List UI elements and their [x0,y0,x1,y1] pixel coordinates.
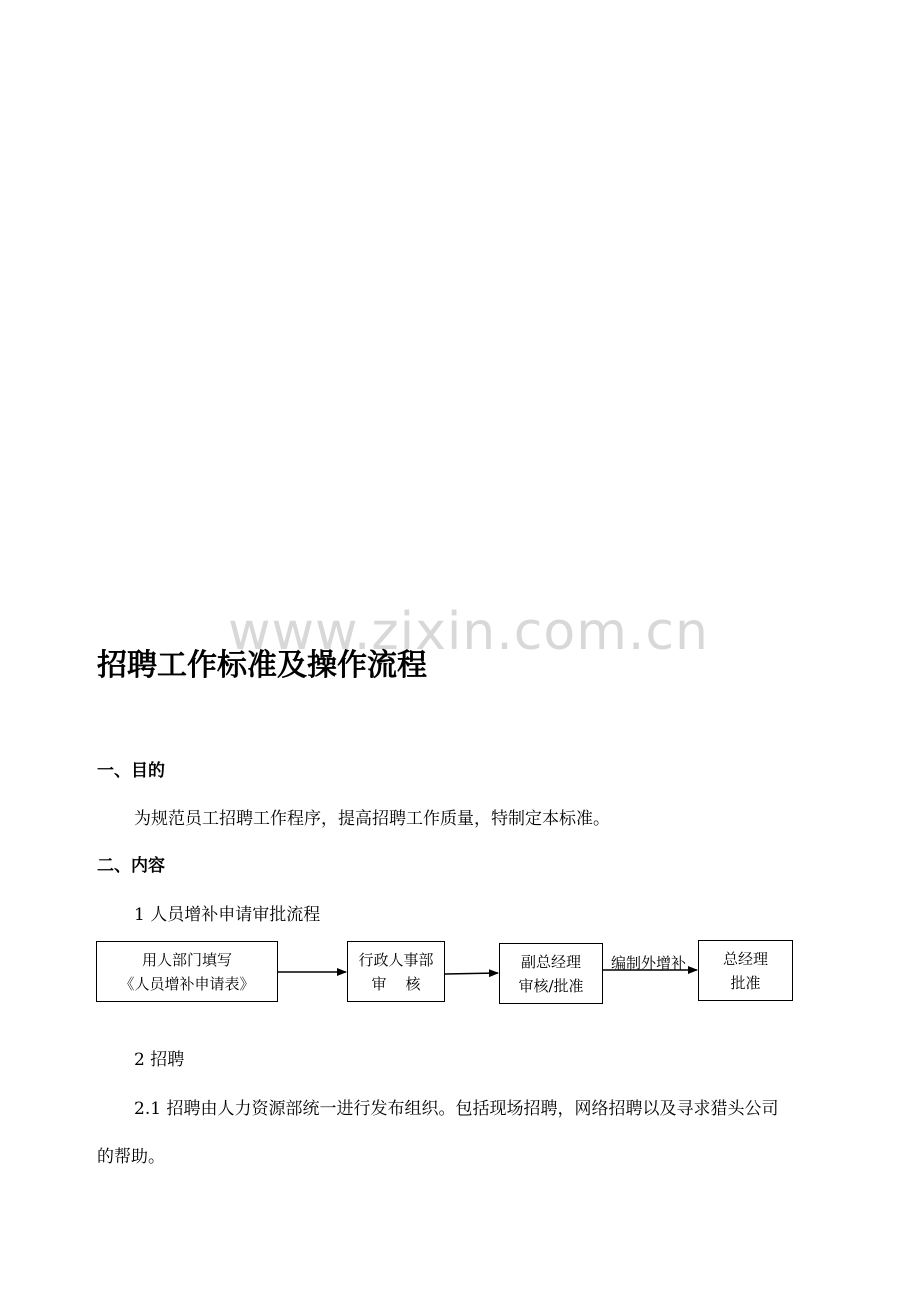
section-heading-purpose: 一、目的 [97,761,165,781]
subheading-recruitment: 2 招聘 [134,1050,185,1070]
section-heading-content: 二、内容 [97,856,165,876]
subheading-approval-flow: 1 人员增补申请审批流程 [134,905,321,925]
flow-box-label: 审核/批准 [518,976,584,995]
document-title: 招聘工作标准及操作流程 [97,648,427,683]
flow-box-label: 用人部门填写 [141,950,232,969]
flow-box-label: 审 核 [371,974,421,993]
flow-edge-label: 编制外增补 [611,954,687,972]
flow-box-label: 行政人事部 [358,950,434,969]
paragraph-2-1-line2: 的帮助。 [97,1147,165,1167]
flow-box-label: 批准 [730,973,761,992]
flow-box-label: 副总经理 [520,952,581,971]
flow-arrow-2 [445,973,498,974]
flow-box-label: 《人员增补申请表》 [119,974,255,993]
watermark: www.zixin.com.cn [228,602,709,662]
purpose-paragraph: 为规范员工招聘工作程序，提高招聘工作质量，特制定本标准。 [134,809,610,829]
flow-box-label: 总经理 [722,949,768,968]
paragraph-2-1-line1: 2.1 招聘由人力资源部统一进行发布组织。包括现场招聘，网络招聘以及寻求猎头公司 [134,1099,779,1119]
